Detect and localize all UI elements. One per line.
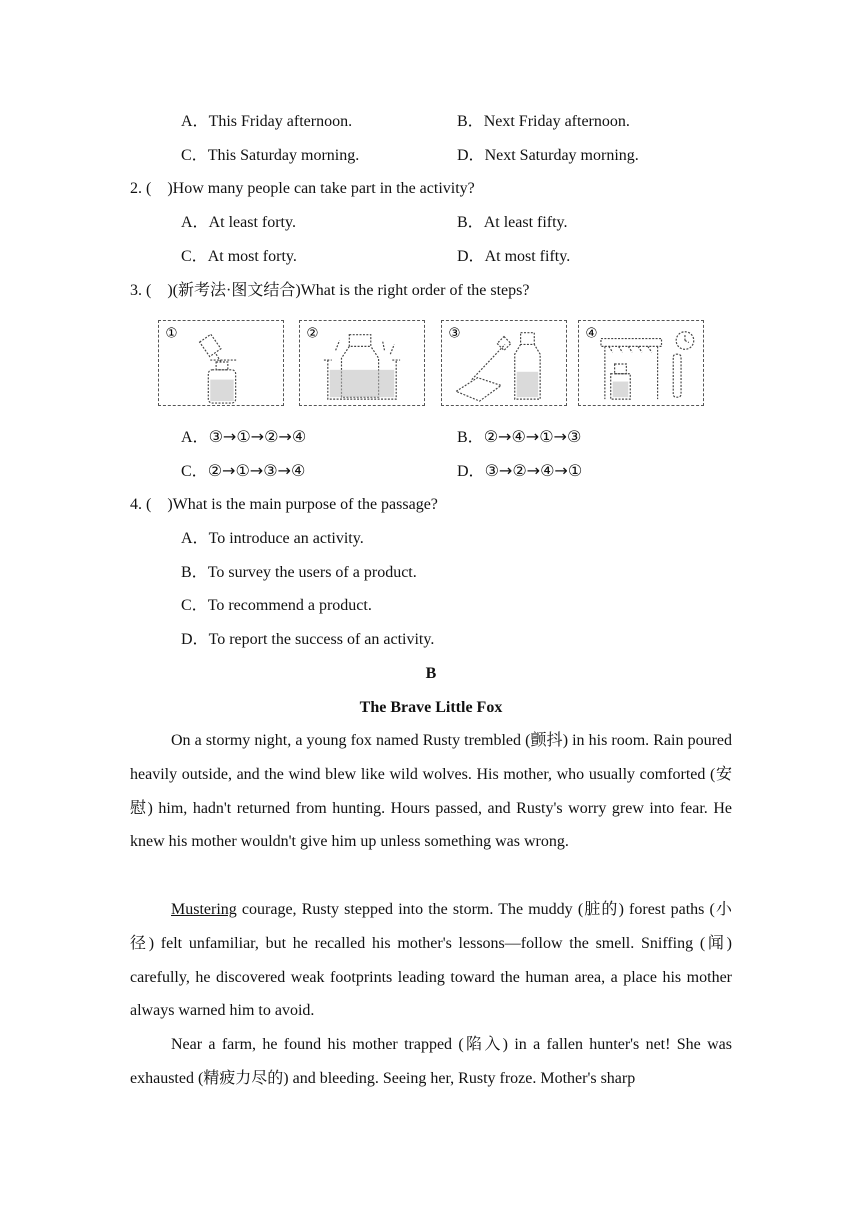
- q4-option-c[interactable]: C．To recommend a product.: [181, 597, 372, 614]
- q3-stem: 3. ( )(新考法·图文结合)What is the right order of the steps?: [130, 282, 530, 299]
- figure-number-1: ①: [165, 325, 178, 342]
- q1-option-a[interactable]: A．This Friday afternoon.: [181, 113, 353, 130]
- q2-option-d[interactable]: D．At most fifty.: [457, 248, 571, 265]
- figure-number-4: ④: [585, 325, 598, 342]
- passage-title: The Brave Little Fox: [359, 699, 503, 716]
- water-bath-illustration: [300, 321, 424, 405]
- figure-number-3: ③: [448, 325, 461, 342]
- q4-option-b[interactable]: B．To survey the users of a product.: [181, 564, 417, 581]
- q3-option-c[interactable]: C．②→①→③→④: [181, 461, 306, 480]
- step-figure-4: [578, 320, 704, 406]
- q1-option-c[interactable]: C．This Saturday morning.: [181, 147, 360, 164]
- q4-stem: 4. ( )What is the main purpose of the passage?: [130, 496, 438, 513]
- q2-option-b[interactable]: B．At least fifty.: [457, 214, 568, 231]
- q1-option-d[interactable]: D．Next Saturday morning.: [457, 147, 639, 164]
- underlined-word: Mustering: [171, 901, 237, 918]
- q2-option-a[interactable]: A．At least forty.: [181, 214, 296, 231]
- q2-option-c[interactable]: C．At most forty.: [181, 248, 297, 265]
- q4-option-a[interactable]: A．To introduce an activity.: [181, 530, 364, 547]
- q2-stem: 2. ( )How many people can take part in the activity?: [130, 180, 475, 197]
- q3-option-b[interactable]: B．②→④→①→③: [457, 427, 582, 446]
- q4-option-d[interactable]: D．To report the success of an activity.: [181, 631, 435, 648]
- pipette-paper-illustration: [442, 321, 566, 405]
- q1-option-b[interactable]: B．Next Friday afternoon.: [457, 113, 630, 130]
- step-figure-3: [441, 320, 567, 406]
- q3-option-a[interactable]: A．③→①→②→④: [181, 427, 307, 446]
- figure-number-2: ②: [306, 325, 319, 342]
- section-label: B: [425, 665, 437, 682]
- drying-shelf-clock-illustration: [579, 321, 703, 405]
- dropper-bottle-illustration: [159, 321, 283, 405]
- step-figure-2: [299, 320, 425, 406]
- passage-paragraph-1: On a stormy night, a young fox named Rusty trembled (颤抖) in his room. Rain poured heavily outside, and the wind blew like wild wolves. His mother, who usually comforted (安慰) him, hadn't returned from hunting. Hours passed, and Rusty's worry grew into fear. He knew his mother wouldn't give him up unless something was wrong.: [130, 732, 732, 851]
- passage-paragraph-2: Mustering courage, Rusty stepped into the storm. The muddy (脏的) forest paths (小径) felt unfamiliar, but he recalled his mother's lessons—follow the smell. Sniffing (闻) carefully, he discovered weak footprints leading toward the human area, a place his mother always warned him to avoid.: [130, 901, 732, 1020]
- step-figure-1: [158, 320, 284, 406]
- q3-option-d[interactable]: D．③→②→④→①: [457, 461, 583, 480]
- passage-paragraph-3: Near a farm, he found his mother trapped (陷入) in a fallen hunter's net! She was exhausted (精疲力尽的) and bleeding. Seeing her, Rusty froze. Mother's sharp: [130, 1036, 732, 1087]
